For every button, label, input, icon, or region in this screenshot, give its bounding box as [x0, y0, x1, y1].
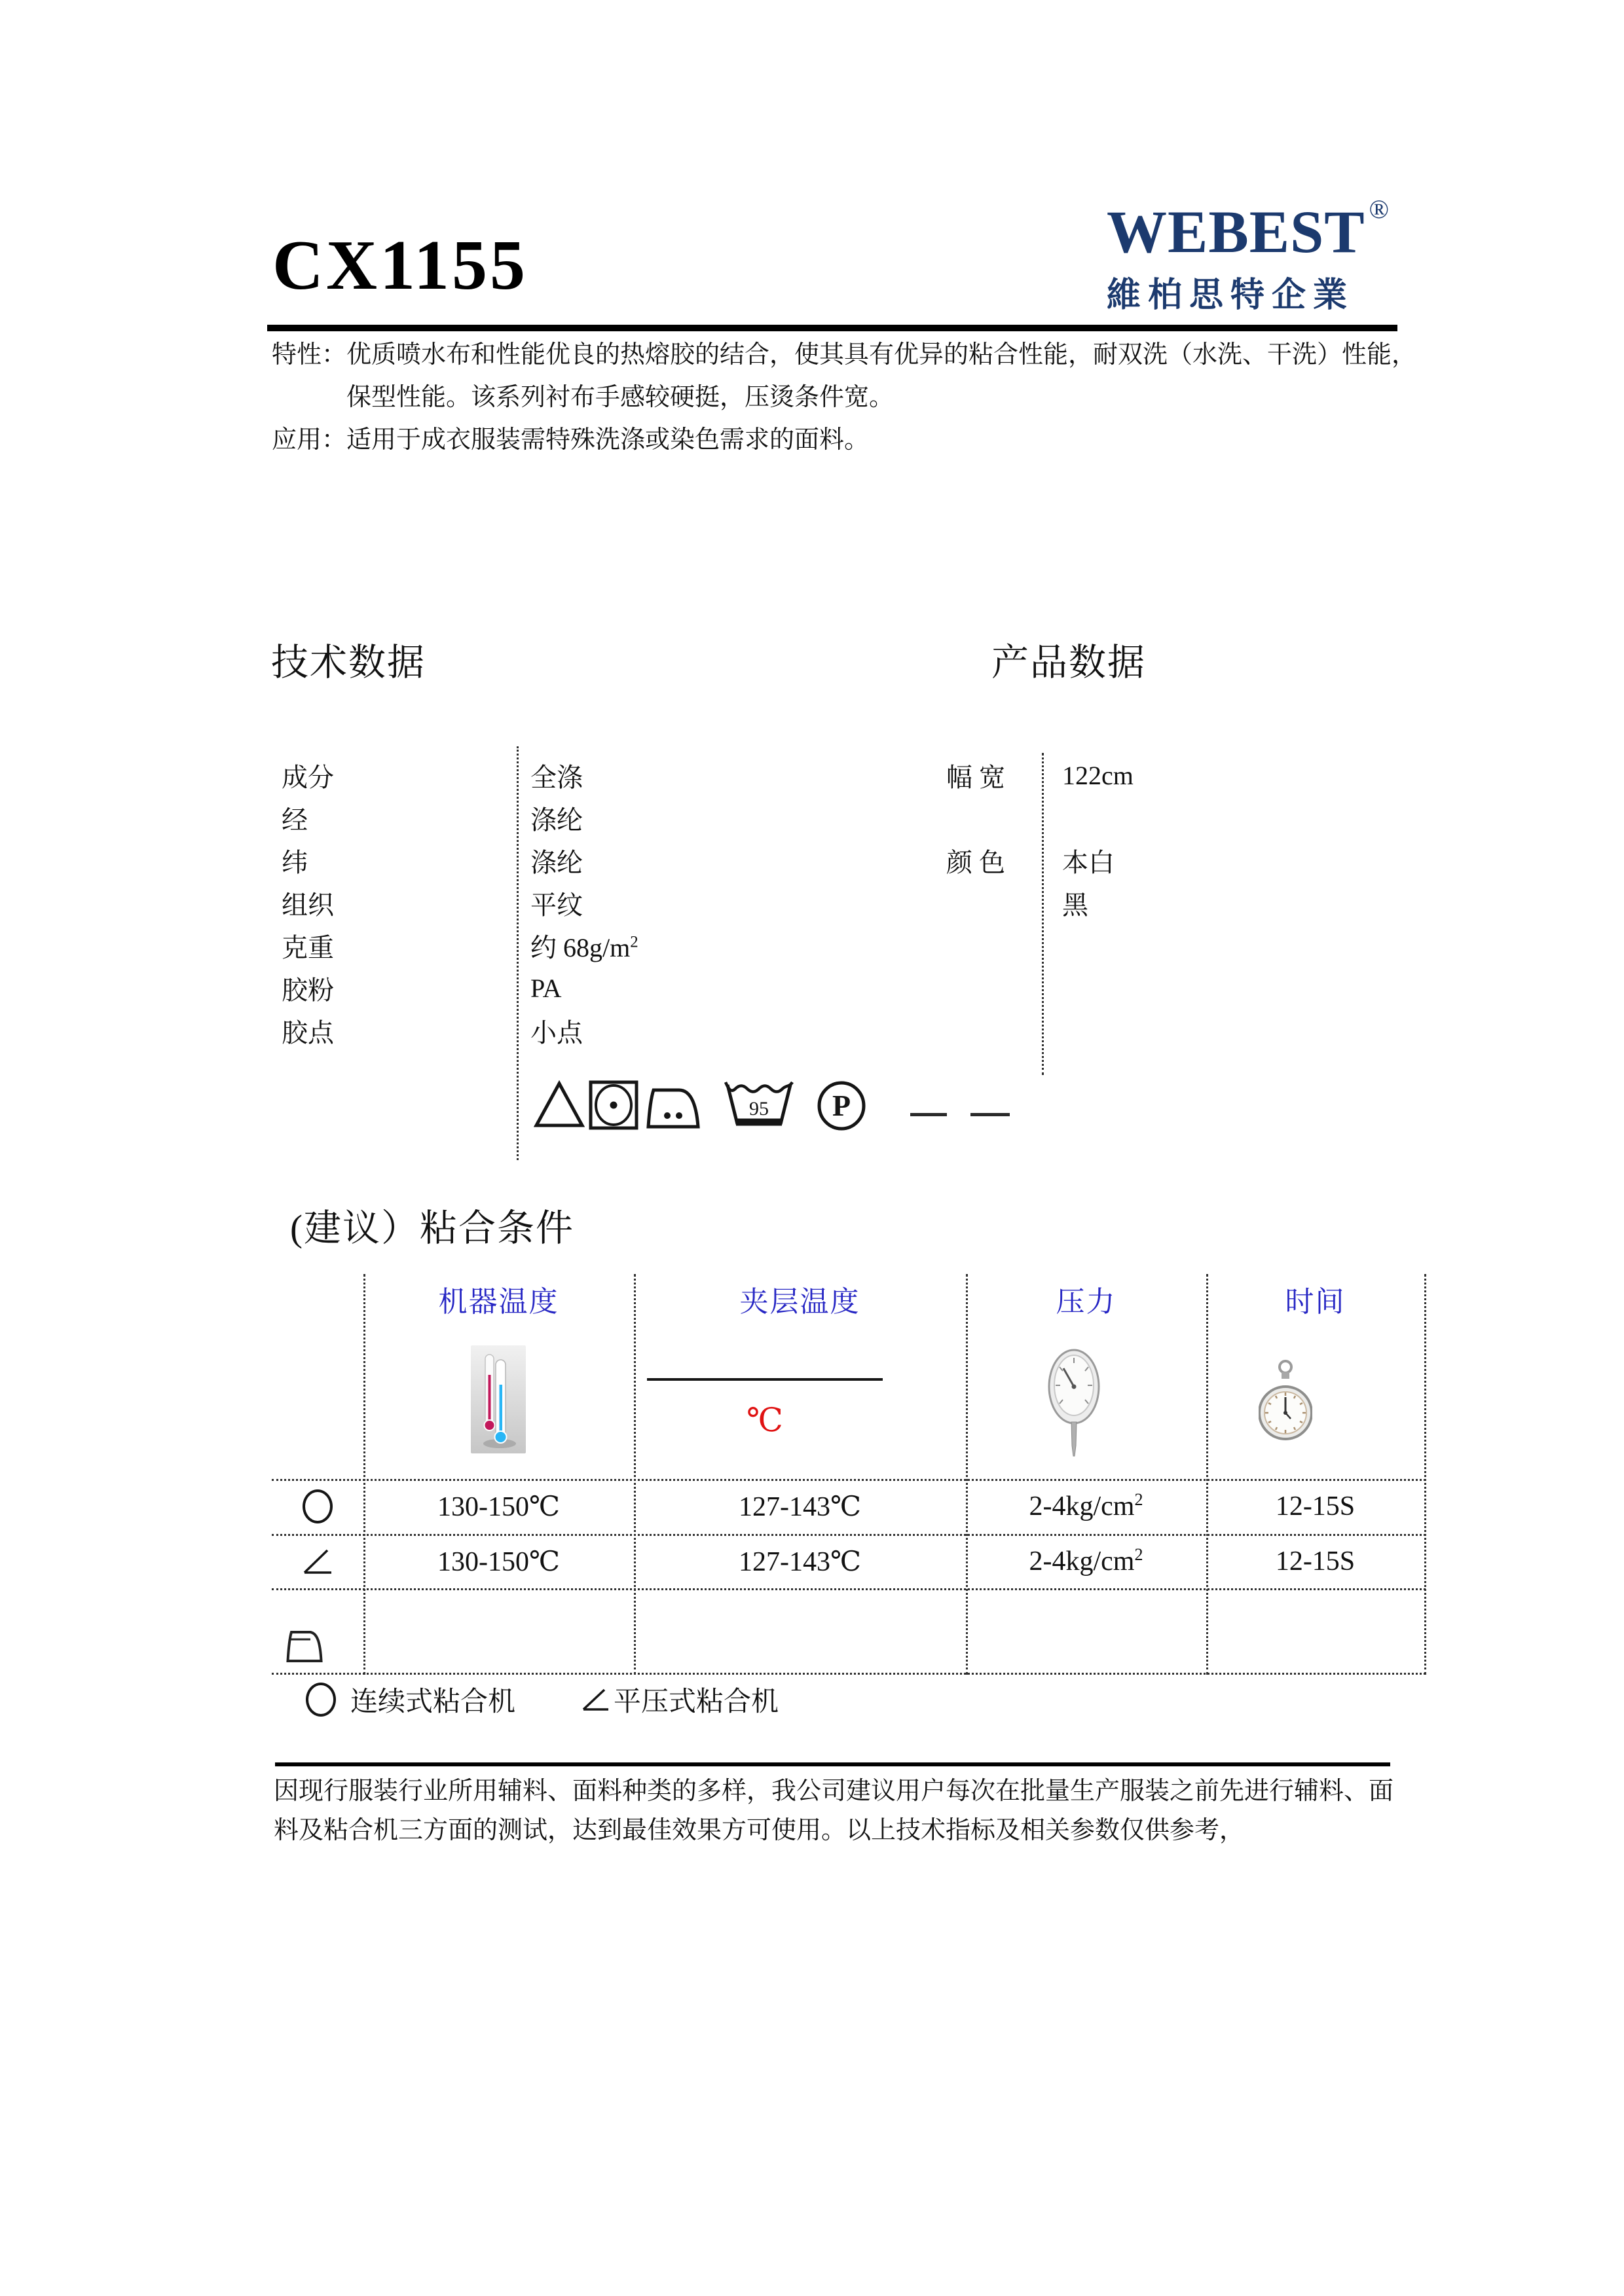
bleach-triangle-icon	[534, 1080, 585, 1129]
product-data-table	[946, 754, 1339, 924]
tech-table-separator	[517, 746, 519, 1160]
column-header-pressure: 压力	[1056, 1286, 1116, 1318]
feature-label: 特性：	[272, 341, 347, 369]
table-vline	[1424, 1274, 1426, 1675]
superscript: 2	[1134, 1544, 1143, 1564]
column-header-interlayer-temp: 夹层温度	[739, 1286, 860, 1318]
superscript: 2	[630, 933, 638, 951]
care-line-icon	[970, 1113, 1010, 1116]
feature-text-1: 优质喷水布和性能优良的热熔胶的结合，使其具有优异的粘合性能，耐双洗（水洗、干洗）性能，	[346, 341, 1417, 369]
product-value: 122cm	[1062, 761, 1134, 790]
tech-data-table	[282, 754, 936, 1052]
registered-mark-icon: ®	[1369, 194, 1390, 224]
feature-line-1	[272, 339, 1416, 371]
product-label: 幅 宽	[946, 763, 1005, 792]
table-vline	[634, 1274, 636, 1675]
table-row	[282, 882, 936, 924]
angle-symbol-icon	[303, 1548, 333, 1575]
pressure-gauge-icon	[1046, 1347, 1101, 1460]
application-text: 适用于成衣服装需特殊洗涤或染色需求的面料。	[346, 426, 870, 454]
tech-value: 约 $68g/m^2$	[530, 933, 638, 962]
pressure-value: $2-4kg/cm^2$	[1029, 1490, 1143, 1522]
tech-data-title: 技术数据	[271, 642, 426, 683]
angle-symbol-icon	[582, 1688, 610, 1711]
brand-company-name: 維柏思特企業	[1107, 276, 1355, 315]
product-data-title: 产品数据	[991, 642, 1146, 683]
machine-temp-value: 130-150℃	[437, 1546, 560, 1577]
stopwatch-icon	[1259, 1357, 1312, 1448]
wash-95-icon	[722, 1077, 796, 1131]
tech-label: 纬	[282, 848, 308, 877]
tech-label: 克重	[282, 933, 334, 962]
tech-value: 涤纶	[530, 848, 583, 877]
superscript: 2	[1134, 1490, 1143, 1509]
product-value: 黑	[1062, 890, 1088, 920]
table-row	[282, 754, 936, 797]
iron-icon	[286, 1628, 323, 1666]
page-title: CX1155	[272, 227, 528, 304]
tech-value: 全涤	[530, 763, 583, 792]
tech-label: 组织	[282, 890, 334, 920]
flat-press-machine-symbol	[272, 1548, 363, 1575]
table-row-empty	[946, 797, 1339, 839]
circle-symbol-icon	[306, 1683, 336, 1717]
brand-name: WEBEST	[1107, 198, 1365, 265]
circle-symbol-icon	[303, 1489, 333, 1523]
dry-clean-letter: P	[832, 1089, 851, 1122]
footer-line-2: 料及粘合机三方面的测试，达到最佳效果方可使用。以上技术指标及相关参数仅供参考，	[274, 1817, 1245, 1844]
table-row	[946, 754, 1339, 797]
bonding-title: (建议）粘合条件	[290, 1208, 574, 1249]
tumble-dry-icon	[589, 1080, 638, 1130]
table-row	[946, 839, 1339, 882]
footer-divider	[275, 1762, 1390, 1766]
table-row	[946, 882, 1339, 924]
tech-label: 胶粉	[282, 975, 334, 1005]
continuous-machine-symbol	[272, 1489, 363, 1523]
tech-value: 平纹	[530, 890, 583, 920]
feature-line-2: 保型性能。该系列衬布手感较硬挺，压烫条件宽。	[346, 384, 895, 411]
bonding-table	[272, 1274, 1426, 1675]
tech-label: 胶点	[282, 1018, 334, 1048]
pressure-value: $2-4kg/cm^2$	[1029, 1544, 1143, 1576]
column-header-machine-temp: 机器温度	[438, 1286, 559, 1318]
legend-label: 连续式粘合机	[350, 1687, 516, 1717]
application-label: 应用：	[272, 426, 347, 454]
table-row	[272, 1479, 1426, 1534]
table-row	[282, 839, 936, 882]
interlayer-temp-line	[647, 1378, 883, 1381]
application-line	[272, 424, 869, 456]
tech-label: 成分	[282, 763, 334, 792]
legend-flat-press-machine	[582, 1684, 779, 1715]
product-value: 本白	[1062, 848, 1115, 877]
interlayer-temp-value: 127-143℃	[739, 1546, 861, 1577]
brand-logo	[1107, 196, 1408, 316]
tech-value: PA	[530, 974, 562, 1003]
table-vline	[1206, 1274, 1208, 1675]
legend-label: 平压式粘合机	[614, 1687, 779, 1717]
iron-two-dots-icon	[646, 1087, 700, 1130]
header-divider	[267, 325, 1397, 331]
table-row	[272, 1534, 1426, 1588]
column-header-time: 时间	[1285, 1286, 1346, 1318]
legend-continuous-machine	[306, 1684, 515, 1715]
footer-line-1: 因现行服装行业所用辅料、面料种类的多样，我公司建议用户每次在批量生产服装之前先进行辅料、面	[274, 1777, 1394, 1805]
table-hline	[272, 1588, 1426, 1590]
thermometer-icon	[471, 1345, 526, 1453]
celsius-unit-label: ℃	[747, 1402, 783, 1438]
table-vline	[966, 1274, 968, 1675]
time-value: 12-15S	[1275, 1491, 1356, 1522]
wash-temp-label: 95	[749, 1098, 769, 1120]
care-line-icon	[910, 1113, 947, 1116]
product-table-separator	[1042, 753, 1044, 1075]
table-row	[282, 924, 936, 967]
tech-value: 小点	[530, 1018, 583, 1048]
table-hline	[272, 1673, 1426, 1675]
time-value: 12-15S	[1275, 1546, 1356, 1576]
table-row	[282, 1010, 936, 1052]
tech-value: 涤纶	[530, 805, 583, 835]
product-label: 颜 色	[946, 848, 1005, 877]
table-vline	[363, 1274, 365, 1675]
dry-clean-p-icon	[817, 1080, 866, 1131]
table-row	[282, 967, 936, 1010]
machine-temp-value: 130-150℃	[437, 1492, 560, 1522]
table-row	[282, 797, 936, 839]
tech-label: 经	[282, 805, 308, 835]
interlayer-temp-value: 127-143℃	[739, 1492, 861, 1522]
